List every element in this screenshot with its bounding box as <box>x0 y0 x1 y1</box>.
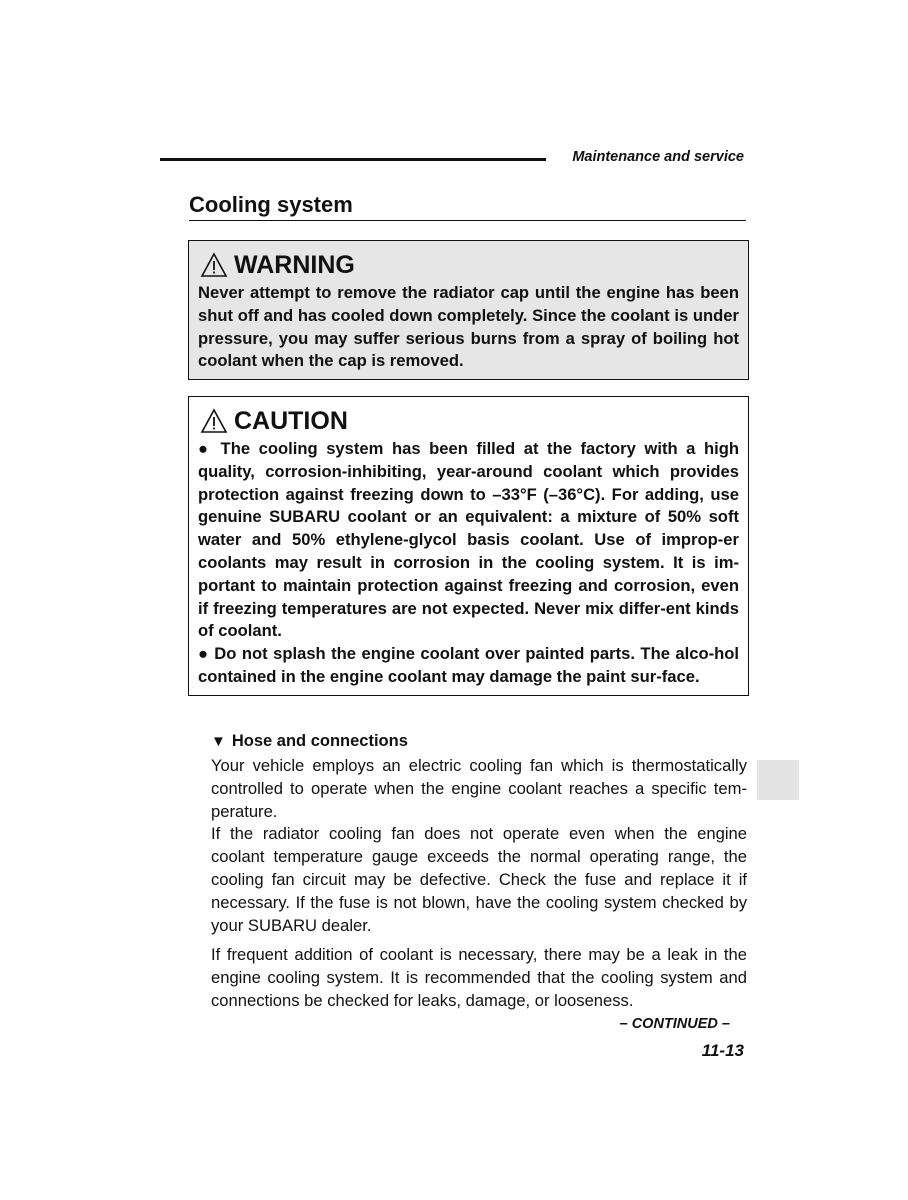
subsection-body-continued <box>211 944 747 1012</box>
section-title: Cooling system <box>189 192 353 217</box>
page-number: 11-13 <box>701 1041 744 1060</box>
warning-triangle-icon <box>200 408 228 434</box>
body-paragraph: If the radiator cooling fan does not operate even when the engine coolant temperature gauge exceeds the normal operating range, the cooling fan circuit may be defective. Check the fuse and replace it if necessary. If the fuse is not blown, have the cooling system checked by your SUBARU dealer. <box>211 824 747 935</box>
chapter-thumb-tab <box>757 760 799 800</box>
warning-triangle-icon <box>200 252 228 278</box>
subsection-body <box>211 755 747 937</box>
warning-heading: WARNING <box>234 250 355 279</box>
running-header: Maintenance and service <box>572 149 744 165</box>
warning-header <box>198 248 739 282</box>
caution-item-2: ● Do not splash the engine coolant over painted parts. The alco-hol contained in the engine coolant may damage the paint sur-face. <box>198 644 739 686</box>
body-paragraph: Your vehicle employs an electric cooling fan which is thermostatically controlled to operate when the engine coolant reaches a specific tem-perature. <box>211 756 747 821</box>
caution-header <box>198 404 739 438</box>
body-paragraph: If frequent addition of coolant is necessary, there may be a leak in the engine cooling system. It is recommended that the cooling system and connections be checked for leaks, damage, or looseness. <box>211 945 747 1010</box>
warning-text: Never attempt to remove the radiator cap until the engine has been shut off and has cooled down completely. Since the coolant is under pressure, you may suffer serious burns from a spray of boiling hot coolant when the cap is removed. <box>198 283 739 371</box>
header-rule <box>160 158 546 161</box>
section-title-rule <box>189 220 746 221</box>
down-triangle-icon: ▼ <box>211 733 226 750</box>
caution-box <box>188 396 749 696</box>
subsection-title: Hose and connections <box>231 732 408 750</box>
warning-box <box>188 240 749 380</box>
continued-label: – CONTINUED – <box>619 1016 730 1032</box>
caution-item-1: ● The cooling system has been filled at the factory with a high quality, corrosion-inhibiting, year-around coolant which provides protection against freezing down to –33°F (–36°C). For adding, use genuine SUBARU coolant or an equivalent: a mixture of 50% soft water and 50% ethylene-glycol basis coolant. Use of improp-er coolants may result in corrosion in the cooling system. It is im-portant to maintain protection against freezing and corrosion, even if freezing temperatures are not expected. Never mix differ-ent kinds of coolant. <box>198 439 739 641</box>
subsection-heading <box>211 732 408 751</box>
caution-heading: CAUTION <box>234 406 348 435</box>
